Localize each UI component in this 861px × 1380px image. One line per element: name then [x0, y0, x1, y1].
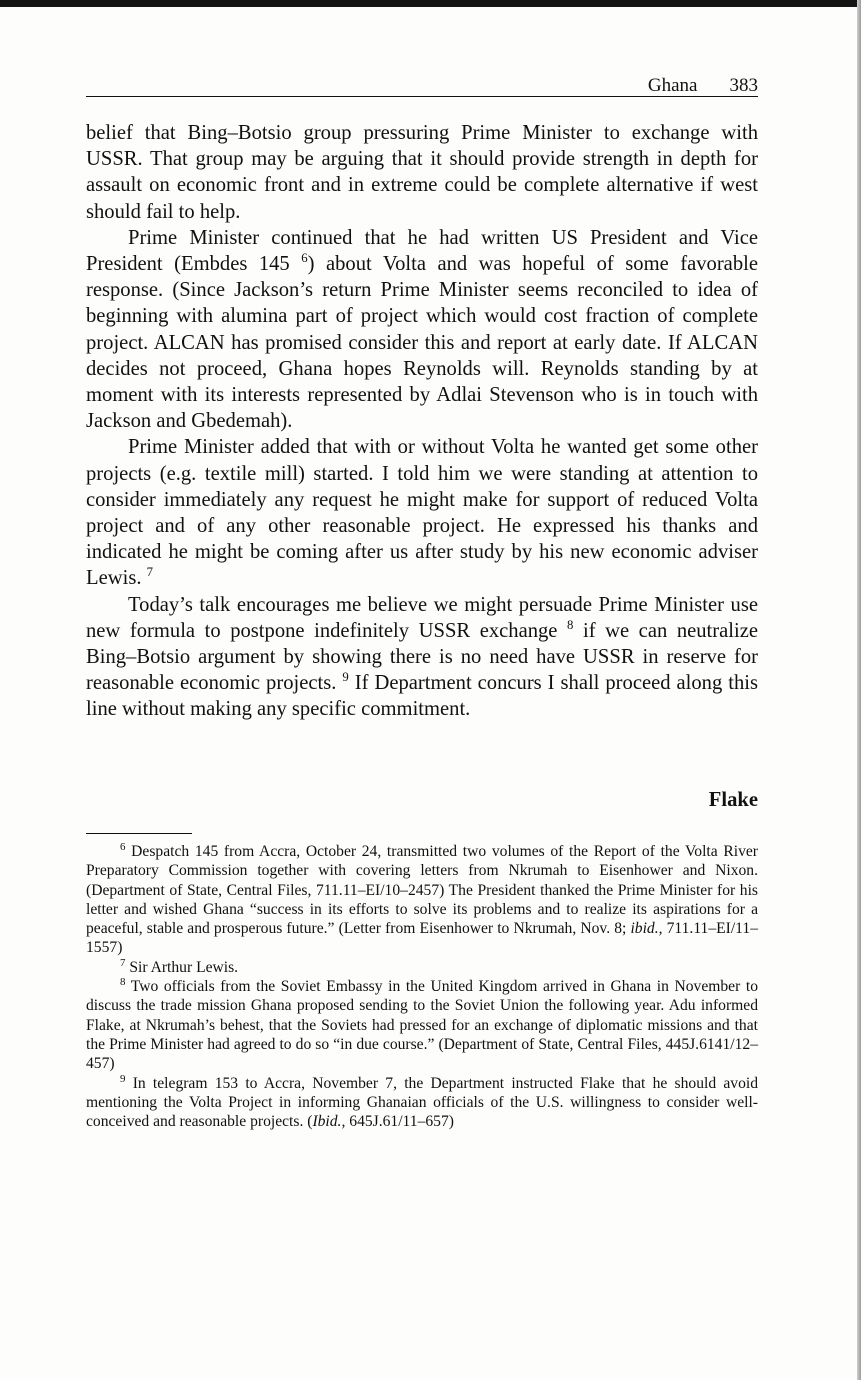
paragraph-2: [86, 225, 758, 435]
footnote-7-number: 7: [120, 956, 126, 969]
footnotes: [86, 842, 758, 1131]
footnote-8-text: Two officials from the Soviet Embassy in the United Kingdom arrived in Ghana in November to discuss the trade mission Ghana proposed sending to the Soviet Union the following year. Adu informed Flake, at Nkrumah’s behest, that the Soviets had pressed for an exchange of diplomatic missions and that the Prime Minister had agreed to do so “in due course.” (Department of State, Central Files, 445J.6141/12–457): [86, 978, 758, 1073]
footnote-9-text-a: In telegram 153 to Accra, November 7, the Department instructed Flake that he should avoid mentioning the Volta Project in informing Ghanaian officials of the U.S. willingness to consider well-conceived and reasonable projects. (: [86, 1074, 759, 1131]
footnote-9-ibid: Ibid.,: [312, 1113, 346, 1131]
running-head: [86, 75, 758, 97]
body-text: [86, 120, 758, 723]
footnote-7-text: Sir Arthur Lewis.: [129, 958, 239, 976]
footnote-9: [86, 1074, 758, 1132]
footnote-ref-9[interactable]: 9: [342, 670, 349, 685]
footnote-7: [86, 958, 758, 977]
footnote-6-text-b: 711.11–EI/11–1557): [86, 920, 758, 957]
footnote-6: [86, 842, 758, 958]
header-rule: [86, 96, 758, 97]
footnote-ref-6[interactable]: 6: [301, 251, 308, 266]
running-head-title: Ghana: [647, 75, 698, 96]
paragraph-1: [86, 120, 758, 225]
footnote-6-text-a: Despatch 145 from Accra, October 24, transmitted two volumes of the Report of the Volta River Preparatory Commission together with covering letters from Nkrumah to Eisenhower and Nixon. (Department of State, Central Files, 711.11–EI/10–2457) The President thanked the Prime Minister for his letter and wished Ghana “success in its efforts to solve its problems and to realize its aspirations for a peaceful, stable and prosperous future.” (Letter from Eisenhower to Nkrumah, Nov. 8;: [86, 843, 758, 938]
footnote-8-number: 8: [120, 975, 126, 988]
paragraph-2-text-a: Prime Minister continued that he had written US President and Vice President (Embdes 145: [86, 226, 758, 276]
paragraph-4-text-b: if we can neutralize Bing–Botsio argument by showing there is no need have USSR in reserve for reasonable economic projects.: [86, 619, 758, 695]
footnote-6-ibid: ibid.,: [630, 920, 663, 938]
footnote-9-number: 9: [120, 1072, 126, 1085]
paragraph-1-text: belief that Bing–Botsio group pressuring Prime Minister to exchange with USSR. That group may be arguing that it should provide strength in depth for assault on economic front and in extreme could be complete alternative if west should fail to help.: [86, 122, 758, 223]
footnote-ref-7[interactable]: 7: [146, 565, 154, 580]
page-number: 383: [729, 75, 758, 96]
paragraph-3-text: Prime Minister added that with or without Volta he wanted get some other projects (e.g. textile mill) started. I told him we were standing at attention to consider immediately any request he might make for support of reduced Volta project and of any other reasonable project. He expressed his thanks and indicated he might be coming after us after study by his new economic adviser Lewis.: [86, 436, 758, 590]
signature: Flake: [708, 789, 758, 811]
footnote-9-text-b: 645J.61/11–657): [349, 1113, 454, 1131]
paragraph-4: [86, 592, 758, 723]
footnote-ref-8[interactable]: 8: [567, 618, 574, 632]
page-top-edge: [0, 0, 861, 7]
paragraph-2-text-b: ) about Volta and was hopeful of some favorable response. (Since Jackson’s return Prime Minister seems reconciled to idea of beginning with alumina part of project which would cost fraction of complete project. ALCAN has promised consider this and report at early date. If ALCAN decides not proceed, Ghana hopes Reynolds will. Reynolds standing by at moment with its interests represented by Adlai Stevenson who is in touch with Jackson and Gbedemah).: [86, 253, 758, 433]
footnote-8: [86, 977, 758, 1073]
paragraph-4-text-a: Today’s talk encourages me believe we might persuade Prime Minister use new formula to postpone indefinitely USSR exchange: [86, 593, 758, 642]
page-right-edge: [857, 0, 861, 1380]
paragraph-4-text-c: If Department concurs I shall proceed along this line without making any specific commitment.: [86, 672, 759, 721]
footnote-rule: [86, 833, 192, 834]
footnote-6-number: 6: [120, 840, 126, 853]
paragraph-3: [86, 434, 758, 591]
